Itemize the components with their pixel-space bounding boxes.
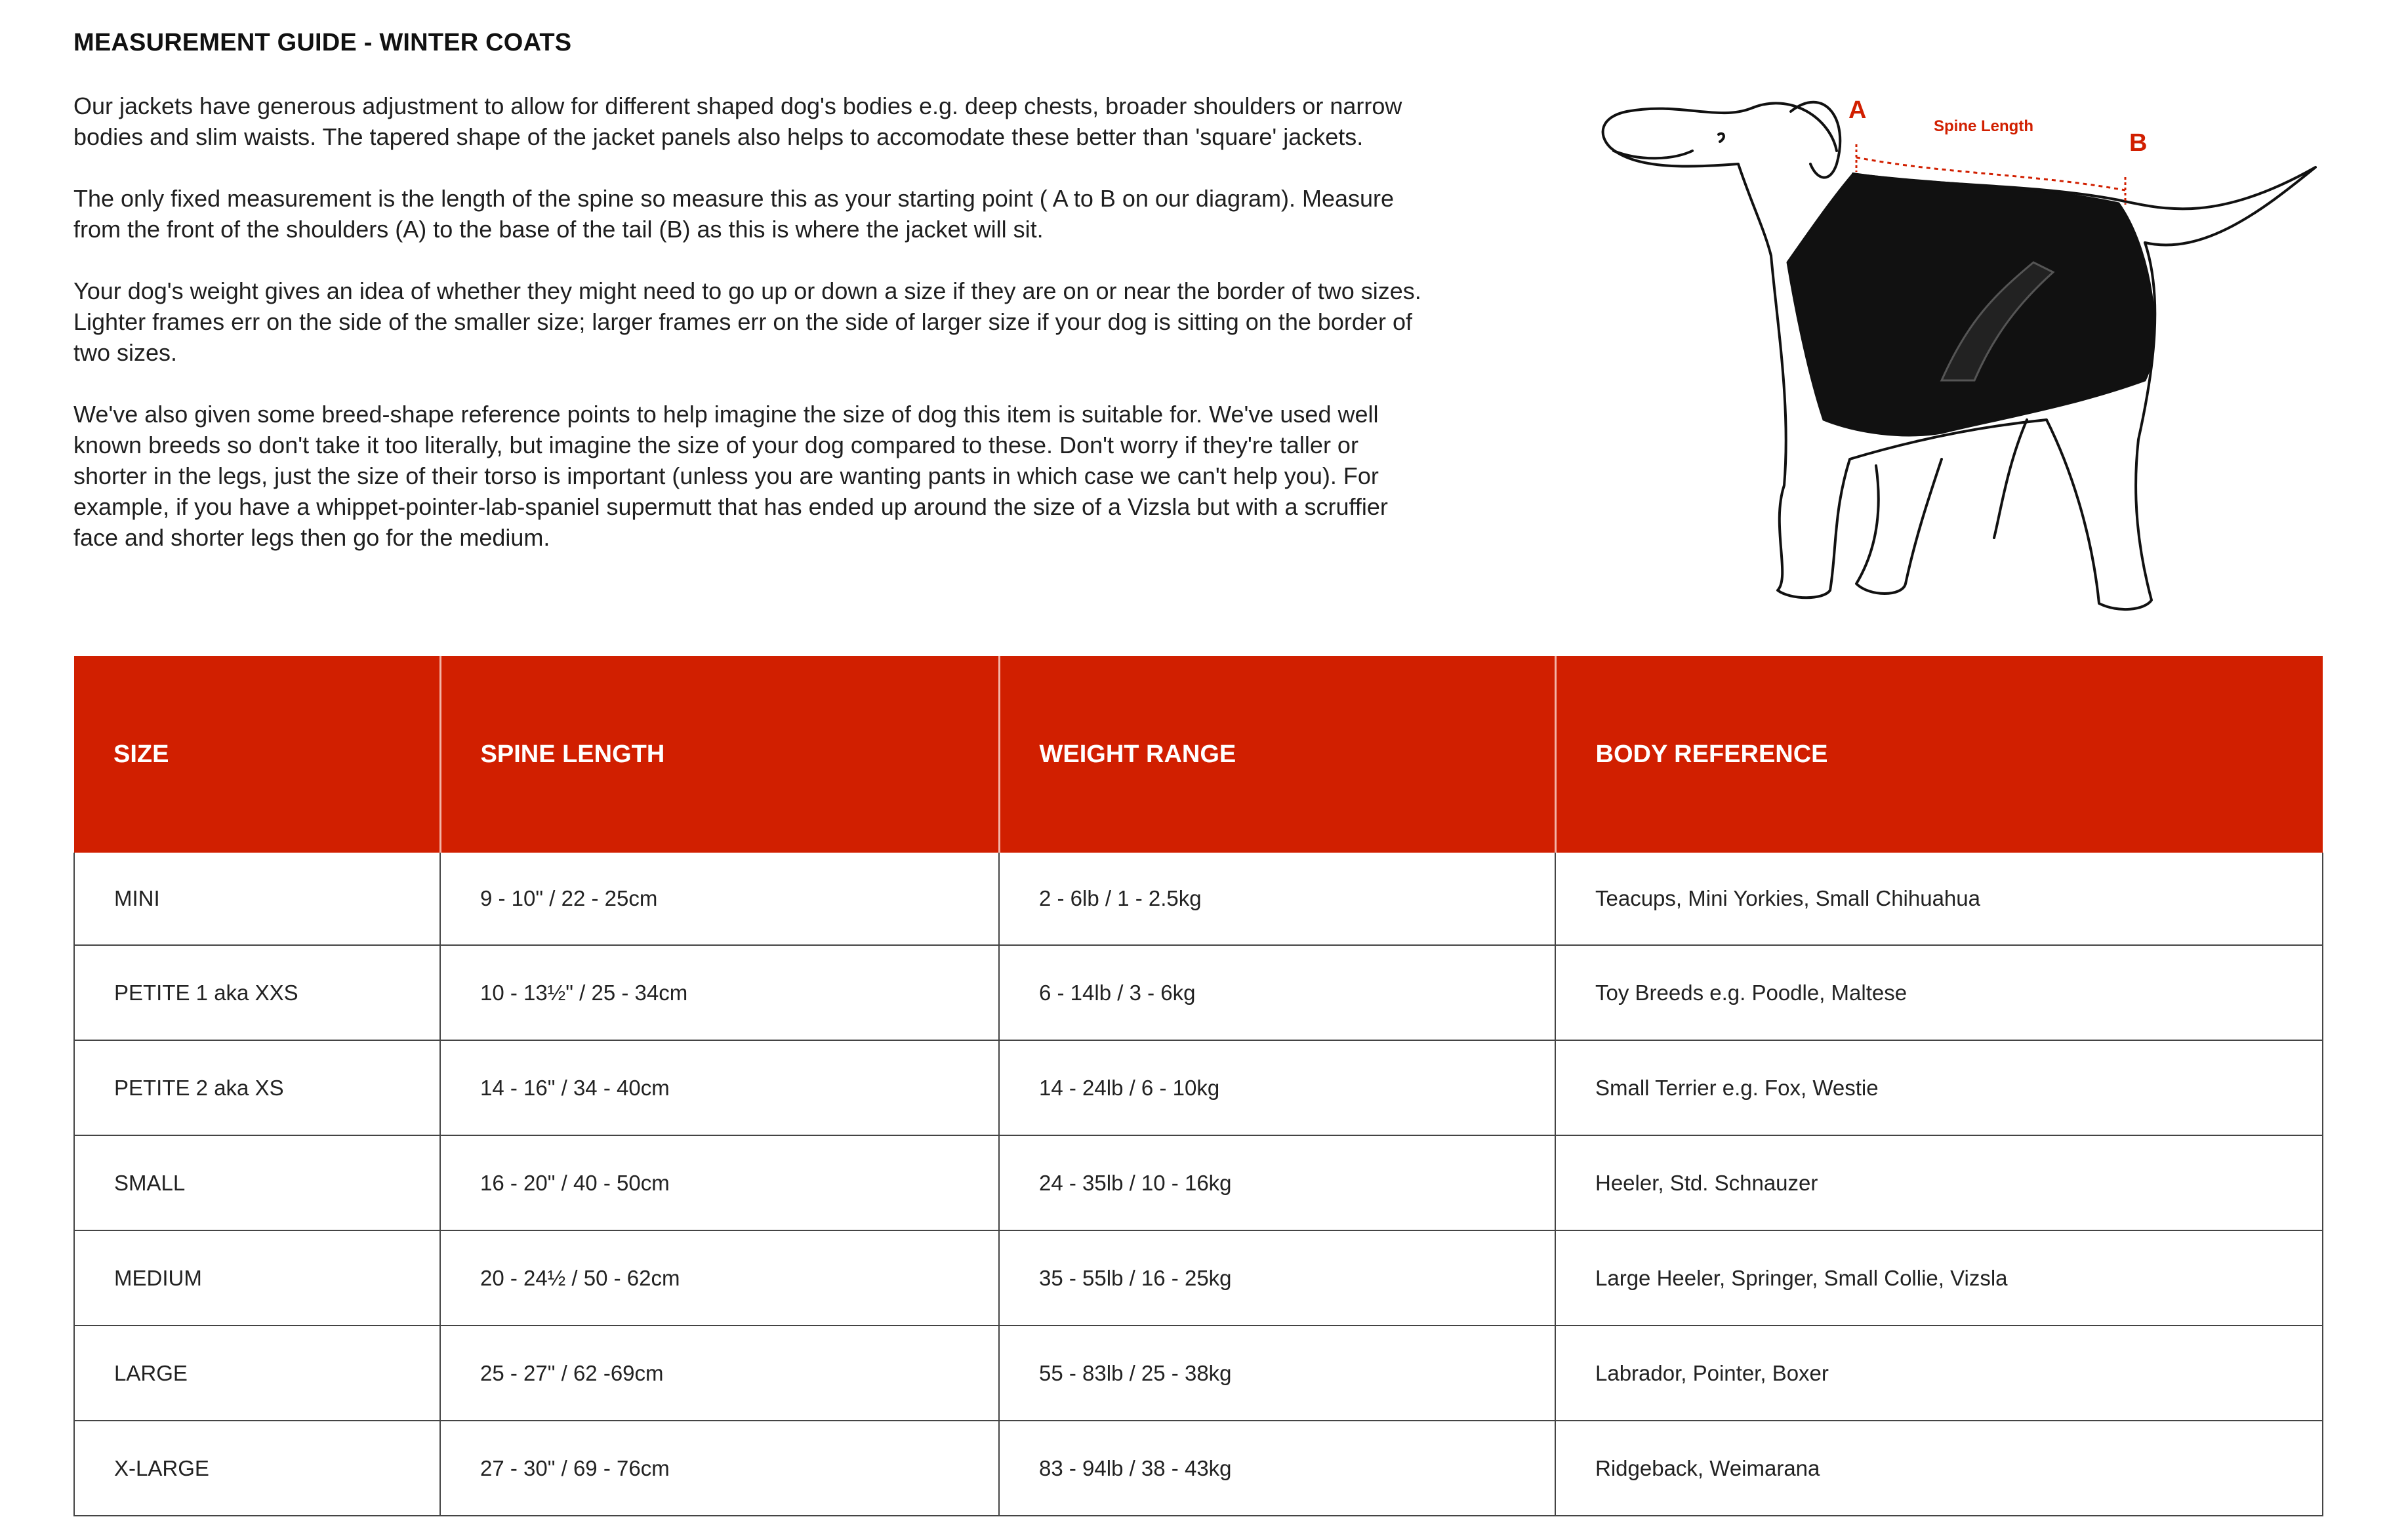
dog-hind-leg-outline (1994, 420, 2027, 538)
cell-body-reference: Teacups, Mini Yorkies, Small Chihuahua (1555, 853, 2323, 945)
marker-a-label: A (1848, 96, 1867, 124)
table-row (74, 1135, 2323, 1230)
table-row (74, 1421, 2323, 1516)
cell-body-reference: Heeler, Std. Schnauzer (1555, 1135, 2323, 1230)
size-table-header (74, 656, 2323, 853)
cell-spine-length: 25 - 27" / 62 -69cm (440, 1326, 999, 1421)
table-row (74, 1040, 2323, 1135)
cell-spine-length: 20 - 24½ / 50 - 62cm (440, 1230, 999, 1326)
cell-size: SMALL (74, 1135, 440, 1230)
cell-body-reference: Labrador, Pointer, Boxer (1555, 1326, 2323, 1421)
header-body-reference: BODY REFERENCE (1555, 656, 2323, 853)
cell-weight-range: 35 - 55lb / 16 - 25kg (999, 1230, 1555, 1326)
cell-weight-range: 55 - 83lb / 25 - 38kg (999, 1326, 1555, 1421)
size-table (73, 656, 2323, 1516)
spine-length-label: Spine Length (1934, 117, 2033, 135)
header-size: SIZE (74, 656, 440, 853)
cell-body-reference: Ridgeback, Weimarana (1555, 1421, 2323, 1516)
cell-size: MEDIUM (74, 1230, 440, 1326)
cell-spine-length: 10 - 13½" / 25 - 34cm (440, 945, 999, 1040)
cell-size: PETITE 2 aka XS (74, 1040, 440, 1135)
table-row (74, 1230, 2323, 1326)
dog-measurement-diagram (1574, 13, 2335, 643)
header-weight-range: WEIGHT RANGE (999, 656, 1555, 853)
table-row (74, 1326, 2323, 1421)
cell-weight-range: 83 - 94lb / 38 - 43kg (999, 1421, 1555, 1516)
cell-size: X-LARGE (74, 1421, 440, 1516)
intro-paragraph: We've also given some breed-shape reference points to help imagine the size of dog this item is suitable for. We've used well known breeds so don't take it too literally, but imagine the size of your dog compared to these. Don't worry if they're taller or shorter in the legs, just the size of their torso is important (unless you are wanting pants in which case we can't help you). For example, if you have a whippet-pointer-lab-spaniel supermutt that has ended up around the size of a Vizsla but with a scruffier face and shorter legs then go for the medium. (73, 401, 1388, 551)
marker-b-label: B (2129, 129, 2148, 157)
intro-paragraph: Your dog's weight gives an idea of whether they might need to go up or down a size if they are on or near the border of two sizes. Lighter frames err on the side of the smaller size; larger frames err on the side of larger size if your dog is sitting on the border of two sizes. (73, 277, 1421, 366)
cell-weight-range: 6 - 14lb / 3 - 6kg (999, 945, 1555, 1040)
intro-paragraph: The only fixed measurement is the length of the spine so measure this as your starting point ( A to B on our diagram). Measure from the front of the shoulders (A) to the base of the tail (B) as this is where the jacket will sit. (73, 185, 1395, 243)
dog-eye (1719, 134, 1724, 142)
cell-size: MINI (74, 853, 440, 945)
cell-size: LARGE (74, 1326, 440, 1421)
table-row (74, 945, 2323, 1040)
cell-spine-length: 9 - 10" / 22 - 25cm (440, 853, 999, 945)
cell-spine-length: 16 - 20" / 40 - 50cm (440, 1135, 999, 1230)
page-title: MEASUREMENT GUIDE - WINTER COATS (73, 29, 572, 56)
jacket-shape (1787, 174, 2154, 436)
cell-size: PETITE 1 aka XXS (74, 945, 440, 1040)
cell-body-reference: Toy Breeds e.g. Poodle, Maltese (1555, 945, 2323, 1040)
intro-text (73, 91, 1438, 584)
cell-weight-range: 2 - 6lb / 1 - 2.5kg (999, 853, 1555, 945)
cell-body-reference: Large Heeler, Springer, Small Collie, Vizsla (1555, 1230, 2323, 1326)
cell-body-reference: Small Terrier e.g. Fox, Westie (1555, 1040, 2323, 1135)
cell-weight-range: 14 - 24lb / 6 - 10kg (999, 1040, 1555, 1135)
intro-paragraph: Our jackets have generous adjustment to allow for different shaped dog's bodies e.g. deep chests, broader shoulders or narrow bodies and slim waists. The tapered shape of the jacket panels also helps to accomodate these better than 'square' jackets. (73, 92, 1402, 150)
dog-head-outline (1603, 103, 1837, 256)
cell-weight-range: 24 - 35lb / 10 - 16kg (999, 1135, 1555, 1230)
header-spine-length: SPINE LENGTH (440, 656, 999, 853)
cell-spine-length: 27 - 30" / 69 - 76cm (440, 1421, 999, 1516)
dog-front-leg-outline (1856, 459, 1942, 594)
table-row (74, 853, 2323, 945)
cell-spine-length: 14 - 16" / 34 - 40cm (440, 1040, 999, 1135)
